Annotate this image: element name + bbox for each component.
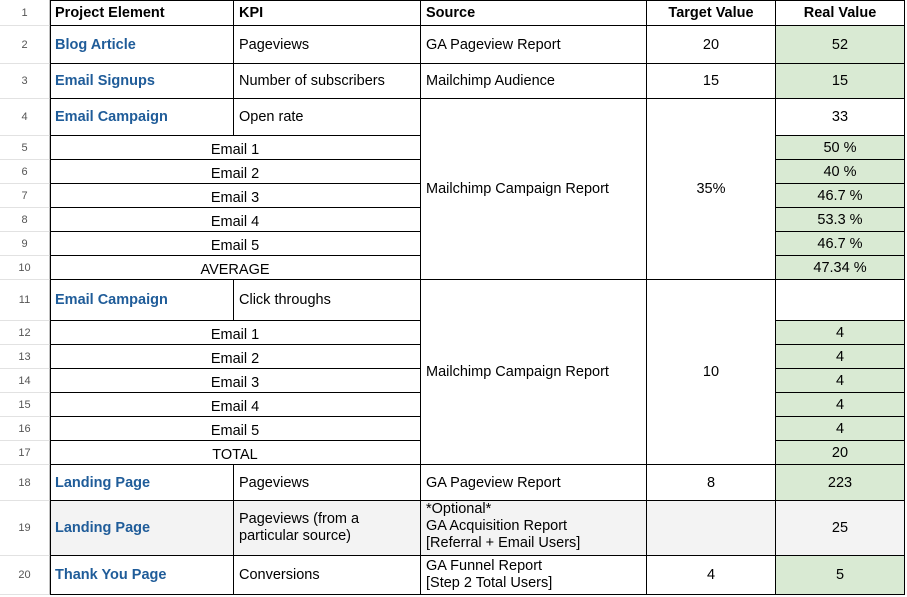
source-cell[interactable] — [421, 501, 647, 556]
kpi-cell[interactable]: Pageviews — [234, 465, 421, 501]
project-element-cell[interactable]: Landing Page — [50, 465, 234, 501]
source-cell[interactable]: GA Pageview Report — [421, 465, 647, 501]
header-real-value[interactable]: Real Value — [776, 0, 905, 26]
grid-left-border — [50, 0, 51, 595]
target-value-cell[interactable]: 4 — [647, 556, 776, 595]
row-header[interactable]: 5 — [0, 136, 50, 160]
kpi-cell[interactable]: Click throughs — [234, 280, 421, 321]
kpi-cell[interactable]: Pageviews (from a particular source) — [234, 501, 421, 556]
row-header[interactable]: 8 — [0, 208, 50, 232]
real-value-cell[interactable]: 47.34 % — [776, 256, 905, 280]
email-label-cell[interactable]: Email 3 — [50, 184, 421, 208]
source-cell[interactable]: Mailchimp Audience — [421, 64, 647, 99]
source-line: GA Acquisition Report — [426, 518, 568, 534]
project-element-cell[interactable]: Email Campaign — [50, 99, 234, 136]
real-value-cell[interactable]: 223 — [776, 465, 905, 501]
real-value-cell[interactable]: 52 — [776, 26, 905, 64]
row-header[interactable]: 15 — [0, 393, 50, 417]
email-label-cell[interactable]: Email 5 — [50, 417, 421, 441]
row-header[interactable]: 6 — [0, 160, 50, 184]
row-header[interactable]: 3 — [0, 64, 50, 99]
email-label-cell[interactable]: Email 2 — [50, 345, 421, 369]
email-label-cell[interactable]: Email 2 — [50, 160, 421, 184]
source-cell[interactable] — [421, 556, 647, 595]
header-kpi[interactable]: KPI — [234, 0, 421, 26]
row-header[interactable]: 10 — [0, 256, 50, 280]
row-header[interactable]: 9 — [0, 232, 50, 256]
email-label-cell[interactable]: Email 1 — [50, 136, 421, 160]
row-header[interactable]: 2 — [0, 26, 50, 64]
row-header[interactable]: 17 — [0, 441, 50, 465]
source-cell[interactable]: GA Pageview Report — [421, 26, 647, 64]
row-header[interactable]: 11 — [0, 280, 50, 321]
row-header[interactable]: 12 — [0, 321, 50, 345]
target-value-cell[interactable]: 15 — [647, 64, 776, 99]
source-cell-merged[interactable]: Mailchimp Campaign Report — [421, 99, 647, 280]
project-element-cell[interactable]: Email Campaign — [50, 280, 234, 321]
source-line: [Step 2 Total Users] — [426, 575, 553, 591]
source-line: *Optional* — [426, 501, 492, 517]
real-value-cell[interactable]: 50 % — [776, 136, 905, 160]
row-header[interactable]: 13 — [0, 345, 50, 369]
target-value-cell-merged[interactable]: 35% — [647, 99, 776, 280]
row-header[interactable]: 19 — [0, 501, 50, 556]
header-project-element[interactable]: Project Element — [50, 0, 234, 26]
email-label-cell[interactable]: Email 5 — [50, 232, 421, 256]
kpi-cell[interactable]: Number of subscribers — [234, 64, 421, 99]
real-value-cell[interactable]: 46.7 % — [776, 184, 905, 208]
header-target-value[interactable]: Target Value — [647, 0, 776, 26]
source-cell-merged[interactable]: Mailchimp Campaign Report — [421, 280, 647, 465]
total-label-cell[interactable]: TOTAL — [50, 441, 421, 465]
real-value-cell[interactable]: 40 % — [776, 160, 905, 184]
email-label-cell[interactable]: Email 4 — [50, 393, 421, 417]
row-header[interactable]: 20 — [0, 556, 50, 595]
kpi-cell[interactable]: Conversions — [234, 556, 421, 595]
kpi-cell[interactable]: Pageviews — [234, 26, 421, 64]
source-line: GA Funnel Report — [426, 558, 543, 574]
email-label-cell[interactable]: Email 4 — [50, 208, 421, 232]
row-header[interactable]: 16 — [0, 417, 50, 441]
row-header[interactable]: 1 — [0, 0, 50, 26]
project-element-cell[interactable]: Thank You Page — [50, 556, 234, 595]
kpi-cell[interactable]: Open rate — [234, 99, 421, 136]
email-label-cell[interactable]: Email 1 — [50, 321, 421, 345]
real-value-cell[interactable] — [776, 280, 905, 321]
row-header[interactable]: 14 — [0, 369, 50, 393]
real-value-cell[interactable]: 4 — [776, 321, 905, 345]
project-element-cell[interactable]: Email Signups — [50, 64, 234, 99]
source-line: [Referral + Email Users] — [426, 535, 581, 551]
row-header[interactable]: 7 — [0, 184, 50, 208]
email-label-cell[interactable]: Email 3 — [50, 369, 421, 393]
header-source[interactable]: Source — [421, 0, 647, 26]
project-element-cell[interactable]: Landing Page — [50, 501, 234, 556]
real-value-cell[interactable]: 5 — [776, 556, 905, 595]
target-value-cell-merged[interactable]: 10 — [647, 280, 776, 465]
target-value-cell[interactable]: 8 — [647, 465, 776, 501]
real-value-cell[interactable]: 4 — [776, 345, 905, 369]
target-value-cell[interactable] — [647, 501, 776, 556]
target-value-cell[interactable]: 20 — [647, 26, 776, 64]
grid-top-border — [50, 0, 905, 1]
row-header[interactable]: 4 — [0, 99, 50, 136]
real-value-cell[interactable]: 4 — [776, 417, 905, 441]
row-header[interactable]: 18 — [0, 465, 50, 501]
project-element-cell[interactable]: Blog Article — [50, 26, 234, 64]
real-value-cell[interactable]: 33 — [776, 99, 905, 136]
real-value-cell[interactable]: 53.3 % — [776, 208, 905, 232]
real-value-cell[interactable]: 25 — [776, 501, 905, 556]
real-value-cell[interactable]: 4 — [776, 393, 905, 417]
real-value-cell[interactable]: 20 — [776, 441, 905, 465]
real-value-cell[interactable]: 46.7 % — [776, 232, 905, 256]
real-value-cell[interactable]: 15 — [776, 64, 905, 99]
average-label-cell[interactable]: AVERAGE — [50, 256, 421, 280]
real-value-cell[interactable]: 4 — [776, 369, 905, 393]
